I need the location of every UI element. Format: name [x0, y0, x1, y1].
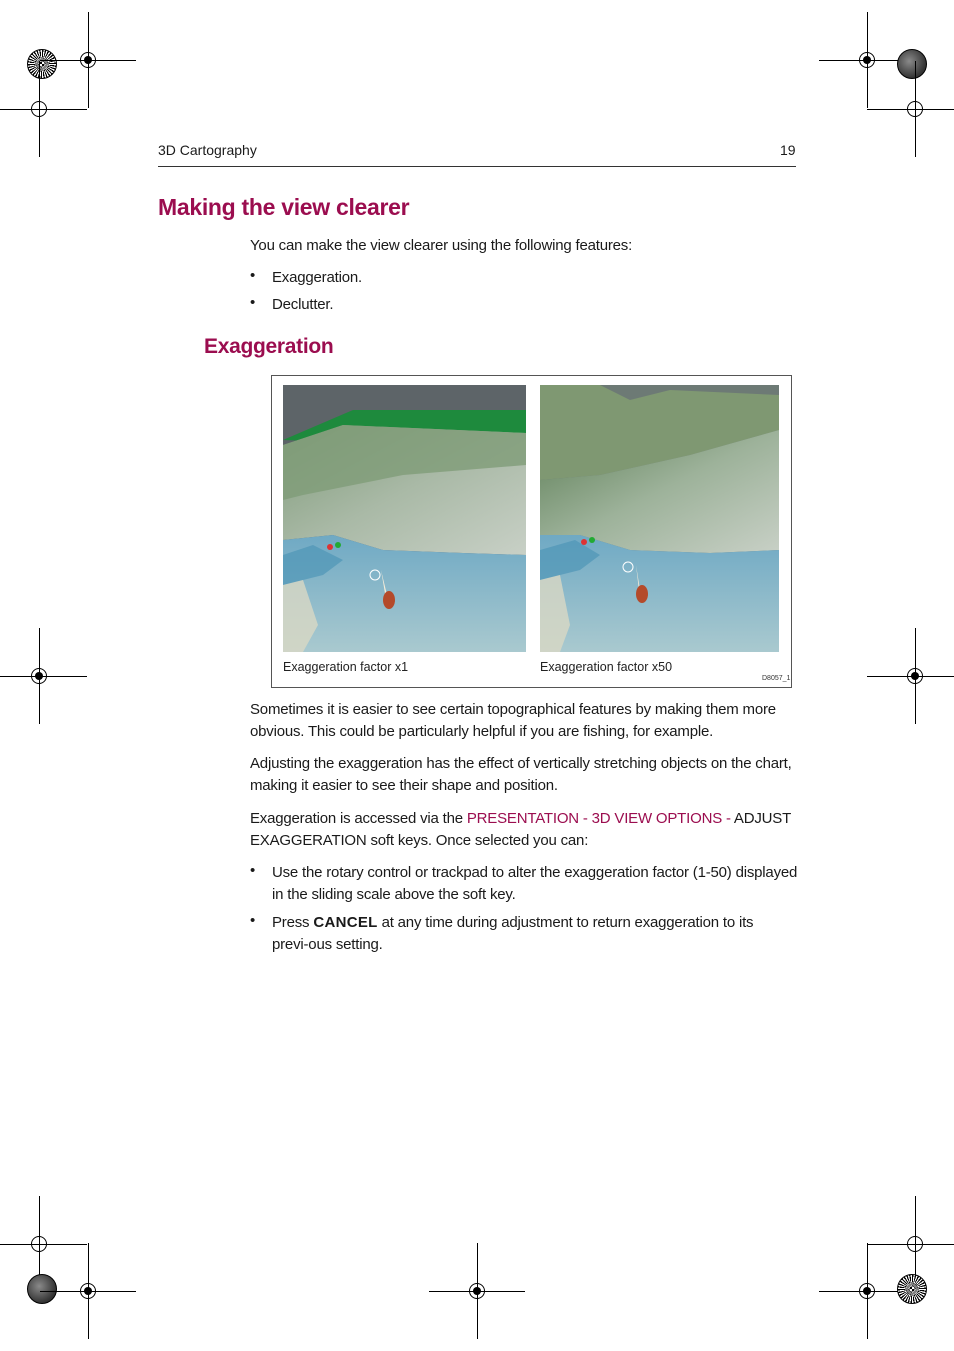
registration-crosshair-icon [847, 1271, 887, 1311]
registration-crosshair-icon [19, 656, 59, 696]
feature-item-exaggeration: Exaggeration. [272, 269, 362, 286]
registration-crosshair-icon [19, 1224, 59, 1264]
feature-item-declutter: Declutter. [272, 296, 334, 313]
section-heading-exaggeration: Exaggeration [204, 335, 334, 358]
bullet-marker: • [250, 862, 256, 879]
registration-crosshair-icon [895, 1224, 935, 1264]
paragraph-topographical: Sometimes it is easier to see certain topographical features by making them more obvious. This could be particularly helpful if you are fishing, for example. [250, 701, 776, 740]
paragraph-soft-keys [250, 808, 795, 852]
cancel-prefix: Press [272, 914, 314, 931]
bullet-marker: • [250, 912, 256, 929]
map-image-exaggeration-x1 [283, 385, 526, 652]
registration-crosshair-icon [19, 89, 59, 129]
registration-grayball-icon [897, 49, 927, 79]
page-title: Making the view clearer [158, 194, 410, 220]
header-rule [158, 166, 796, 167]
registration-crosshair-icon [895, 656, 935, 696]
soft-keys-path: PRESENTATION - 3D VIEW OPTIONS - [466, 810, 734, 827]
registration-starburst-icon [897, 1274, 927, 1304]
bullet-marker: • [250, 294, 256, 311]
intro-paragraph: You can make the view clearer using the following features: [250, 237, 633, 254]
paragraph-stretching: Adjusting the exaggeration has the effect of vertically stretching objects on the chart, making it easier to see their shape and position. [250, 755, 792, 794]
running-header-section: 3D Cartography [158, 142, 257, 158]
registration-crosshair-icon [847, 40, 887, 80]
caption-left: Exaggeration factor x1 [283, 660, 409, 674]
registration-crosshair-icon [457, 1271, 497, 1311]
instruction-rotary-control: Use the rotary control or trackpad to alter the exaggeration factor (1-50) displayed in the sliding scale above the soft key. [272, 864, 798, 903]
cancel-key: CANCEL [313, 914, 378, 931]
caption-right: Exaggeration factor x50 [540, 660, 673, 674]
soft-keys-suffix: ADJUST EXAGGERATION soft keys. Once selected you can: [250, 810, 791, 849]
page-number: 19 [780, 142, 796, 158]
instruction-cancel [272, 912, 792, 956]
figure-id: D8057_1 [762, 675, 791, 682]
map-image-exaggeration-x50 [540, 385, 779, 652]
registration-crosshair-icon [895, 89, 935, 129]
registration-crosshair-icon [68, 40, 108, 80]
registration-starburst-icon [27, 49, 57, 79]
cancel-suffix: at any time during adjustment to return exaggeration to its previ-ous setting. [272, 914, 754, 953]
soft-keys-prefix: Exaggeration is accessed via the [250, 810, 467, 827]
registration-crosshair-icon [68, 1271, 108, 1311]
bullet-marker: • [250, 267, 256, 284]
registration-grayball-icon [27, 1274, 57, 1304]
